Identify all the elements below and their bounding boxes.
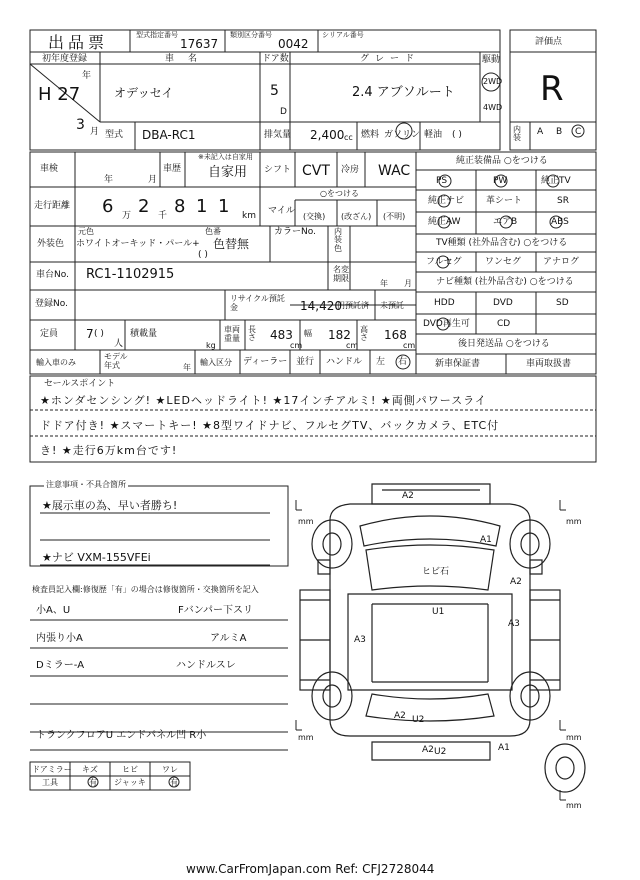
tv-fullseg: フルセグ: [426, 257, 462, 267]
recycle-label: リサイクル預託金: [230, 294, 285, 312]
grade-score-label: 評価点: [535, 37, 563, 47]
drive-4wd: 4WD: [483, 103, 503, 112]
color-paren: ( ): [198, 250, 208, 260]
inspection-label: 車検: [40, 164, 59, 174]
capacity-person: 人: [114, 339, 124, 349]
height-cm: cm: [403, 341, 416, 350]
page-title: 出品票: [48, 33, 109, 52]
equip-sr: SR: [557, 196, 569, 206]
capacity-paren: ( ): [94, 329, 104, 339]
color-num: 色替無: [213, 237, 250, 251]
capacity: 7: [86, 327, 94, 341]
legend-scratch: キズ: [82, 765, 98, 774]
parallel: 並行: [296, 357, 315, 367]
model-year-unit: 年: [183, 363, 191, 372]
damage-label: A2: [402, 491, 414, 501]
mileage-km: km: [242, 211, 256, 221]
legend-jack: ジャッキ: [114, 778, 146, 787]
tv-oneseg: ワンセグ: [485, 257, 522, 267]
name-change-month: 月: [404, 279, 412, 288]
inspection-month: 月: [148, 175, 158, 185]
tread-mm: mm: [298, 733, 314, 742]
reg-label: 登録No.: [35, 299, 68, 309]
handle-label: ハンドル: [326, 357, 363, 367]
load-label: 積載量: [130, 329, 158, 339]
note-item-4: アルミA: [210, 633, 247, 644]
drive-2wd: 2WD: [483, 77, 503, 86]
later-title: 後日発送品 ○をつける: [458, 339, 550, 349]
width-label: 幅: [304, 329, 312, 338]
legend-tools-yes: 有: [89, 778, 97, 787]
import-label: 輸入車のみ: [36, 358, 76, 367]
drive-label: 駆動: [482, 55, 501, 65]
equipment-title: 純正装備品 ○をつける: [456, 156, 548, 166]
mileage-circle-note: ○をつける: [320, 189, 359, 198]
tread-mm: mm: [566, 517, 582, 526]
mileage-digit-3: 8: [174, 196, 186, 217]
first-reg-month: 3: [76, 117, 85, 133]
tread-mm: mm: [566, 801, 582, 810]
doors-label: ドア数: [262, 54, 289, 64]
recycle: 14,420: [300, 299, 342, 313]
mileage-man: 万: [122, 211, 132, 221]
interior-a: A: [537, 127, 544, 137]
fuel: ガソリン: [384, 130, 421, 140]
nav-title: ナビ種類 (社外品含む) ○をつける: [436, 277, 574, 287]
interior-c: C: [575, 127, 582, 137]
damage-label: A2: [394, 711, 406, 721]
tv-title: TV種類 (社外品含む) ○をつける: [436, 238, 568, 248]
doors: 5: [270, 83, 279, 99]
serial-label: シリアル番号: [322, 31, 364, 39]
sales-line-2: ドドア付き! ★スマートキー! ★8型ワイドナビ、フルセグTV、バックカメラ、ETC付: [40, 419, 500, 432]
usage-note: ※未記入は自家用: [198, 153, 253, 161]
damage-label: ヒビ石: [422, 567, 450, 577]
sales-line-1: ★ホンダセンシング! ★LEDヘッドライト! ★17インチアルミ! ★両側パワースライ: [40, 394, 487, 407]
weight-label: 車両重量: [224, 325, 240, 343]
legend-crack: ヒビ: [122, 765, 138, 774]
mileage-digit-4: 1: [196, 196, 208, 217]
load-kg: kg: [206, 341, 216, 350]
car-name: オデッセイ: [114, 86, 174, 100]
grade: 2.4 アブソルート: [352, 85, 455, 100]
cc: cc: [344, 133, 353, 142]
first-reg-era: H 27: [38, 84, 81, 105]
mileage-digit-2: 2: [138, 196, 150, 217]
mile: マイル: [268, 206, 295, 216]
note-item-2: Fバンパー下スリ: [178, 605, 254, 616]
tread-mm: mm: [566, 733, 582, 742]
note-item-5: Dミラー-A: [36, 660, 85, 671]
damage-label: U1: [432, 607, 445, 617]
fuel-other: ( ): [452, 130, 462, 140]
length-label: 長さ: [248, 325, 256, 342]
notes-line-2: ★ナビ VXM-155VFEi: [42, 551, 151, 564]
color-no-label: カラーNo.: [274, 227, 316, 237]
equip-airbag: エアB: [493, 217, 518, 227]
grade-score: R: [540, 69, 564, 109]
equip-tv: 純正TV: [541, 176, 571, 186]
mileage-tampered: (改ざん): [341, 212, 372, 221]
sales-line-3: き! ★走行6万km台です!: [40, 444, 178, 457]
note-item-6: ハンドルスレ: [176, 660, 236, 671]
legend-door-mirror: ドアミラー: [32, 765, 72, 774]
orig-color: ホワイトオーキッド・パール+: [76, 239, 200, 249]
first-reg-label: 初年度登録: [42, 54, 88, 64]
nav-dvd: DVD: [493, 298, 513, 308]
legend-jack-yes: 有: [170, 778, 178, 787]
fuel-label: 燃料: [361, 130, 380, 140]
interior-color-label: 内装色: [334, 227, 342, 253]
class-no-label: 類別区分番号: [230, 31, 272, 39]
chassis-label: 車台No.: [36, 270, 69, 280]
handle-right: 右: [398, 357, 408, 367]
damage-label: U2: [412, 715, 425, 725]
door-d: D: [280, 107, 287, 117]
name-change-year: 年: [380, 279, 388, 288]
height-label: 高さ: [360, 325, 368, 342]
nav-sd: SD: [556, 298, 569, 308]
nav-dvd-play: DVD再生可: [423, 319, 470, 329]
dealer: ディーラー: [243, 357, 288, 367]
color-num-label: 色番: [205, 227, 221, 236]
width-cm: cm: [346, 341, 359, 350]
usage: 自家用: [208, 165, 248, 180]
nav-cd: CD: [497, 319, 511, 329]
note-item-1: 小A、U: [36, 605, 71, 616]
nav-hdd: HDD: [434, 298, 455, 308]
equip-aw: 純正AW: [428, 217, 461, 227]
notes-line-1: ★展示車の為、早い者勝ち!: [42, 499, 178, 512]
shift: CVT: [302, 163, 330, 179]
handle-left: 左: [376, 357, 386, 367]
mileage-label: 走行距離: [34, 201, 71, 211]
length-cm: cm: [290, 341, 303, 350]
later-manual: 車両取扱書: [526, 359, 572, 369]
note-item-7: トランクフロアU エンドパネル凹 R小: [36, 730, 207, 741]
interior-b: B: [556, 127, 563, 137]
model-year-label: モデル年式: [104, 352, 128, 370]
year-unit: 年: [82, 71, 92, 81]
note-item-3: 内張り小A: [36, 633, 83, 644]
damage-label: A2: [510, 577, 522, 587]
damage-label: A3: [354, 635, 366, 645]
mileage-sen: 千: [158, 211, 168, 221]
damage-label: A1: [480, 535, 492, 545]
legend-tools: 工具: [42, 778, 58, 787]
mileage-digit-5: 1: [218, 196, 230, 217]
name-change-label: 名変期限: [333, 265, 349, 283]
length: 483: [270, 328, 293, 342]
damage-label: U2: [434, 747, 447, 757]
ac: WAC: [378, 163, 411, 179]
month-unit: 月: [90, 127, 100, 137]
class-no: 0042: [278, 37, 309, 51]
legend-break: ワレ: [162, 765, 178, 774]
equip-pw: PW: [493, 176, 508, 186]
damage-label: A2: [422, 745, 434, 755]
shift-label: シフト: [264, 165, 292, 175]
grade-label: グレード: [360, 54, 421, 64]
sales-label: セールスポイント: [44, 379, 116, 389]
type-label: 型式: [105, 130, 124, 140]
car-name-label: 車名: [165, 54, 212, 64]
damage-label: A1: [498, 743, 510, 753]
mileage-exchange: (交換): [303, 212, 326, 221]
equip-leather: 革シート: [486, 196, 523, 206]
chassis: RC1-1102915: [86, 267, 175, 282]
model-no: 17637: [180, 37, 219, 51]
mileage-digit-1: 6: [102, 196, 114, 217]
footer-watermark: www.CarFromJapan.com Ref: CFJ2728044: [186, 862, 435, 876]
later-warranty: 新車保証書: [435, 359, 481, 369]
width: 182: [328, 328, 351, 342]
inspection-year: 年: [104, 175, 114, 185]
mileage-unknown: (不明): [383, 212, 406, 221]
capacity-label: 定員: [40, 329, 59, 339]
height: 168: [384, 328, 407, 342]
equip-ps: PS: [436, 176, 448, 186]
light-oil: 軽油: [424, 130, 443, 140]
recycle-unpaid: 未預託: [380, 301, 404, 310]
interior-label: 内装: [513, 125, 521, 142]
tv-analog: アナログ: [543, 257, 580, 267]
color-label: 外装色: [37, 239, 65, 249]
type: DBA-RC1: [142, 128, 196, 142]
notes-label: 注意事項・不具合箇所: [46, 480, 126, 489]
equip-abs: ABS: [551, 217, 569, 227]
damage-label: A3: [508, 619, 520, 629]
tread-mm: mm: [298, 517, 314, 526]
import-class-label: 輸入区分: [200, 358, 232, 367]
inspector-label: 検査員記入欄:修復歴「有」の場合は修復箇所・交換箇所を記入: [32, 585, 259, 594]
recycle-paid: 円預託済: [337, 301, 369, 310]
displacement: 2,400: [310, 128, 345, 142]
orig-color-label: 元色: [78, 227, 94, 236]
ac-label: 冷房: [341, 165, 360, 175]
usage-label: 車歴: [163, 164, 182, 174]
displacement-label: 排気量: [264, 130, 292, 140]
model-no-label: 型式指定番号: [136, 31, 178, 39]
equip-navi: 純正ナビ: [428, 196, 465, 206]
